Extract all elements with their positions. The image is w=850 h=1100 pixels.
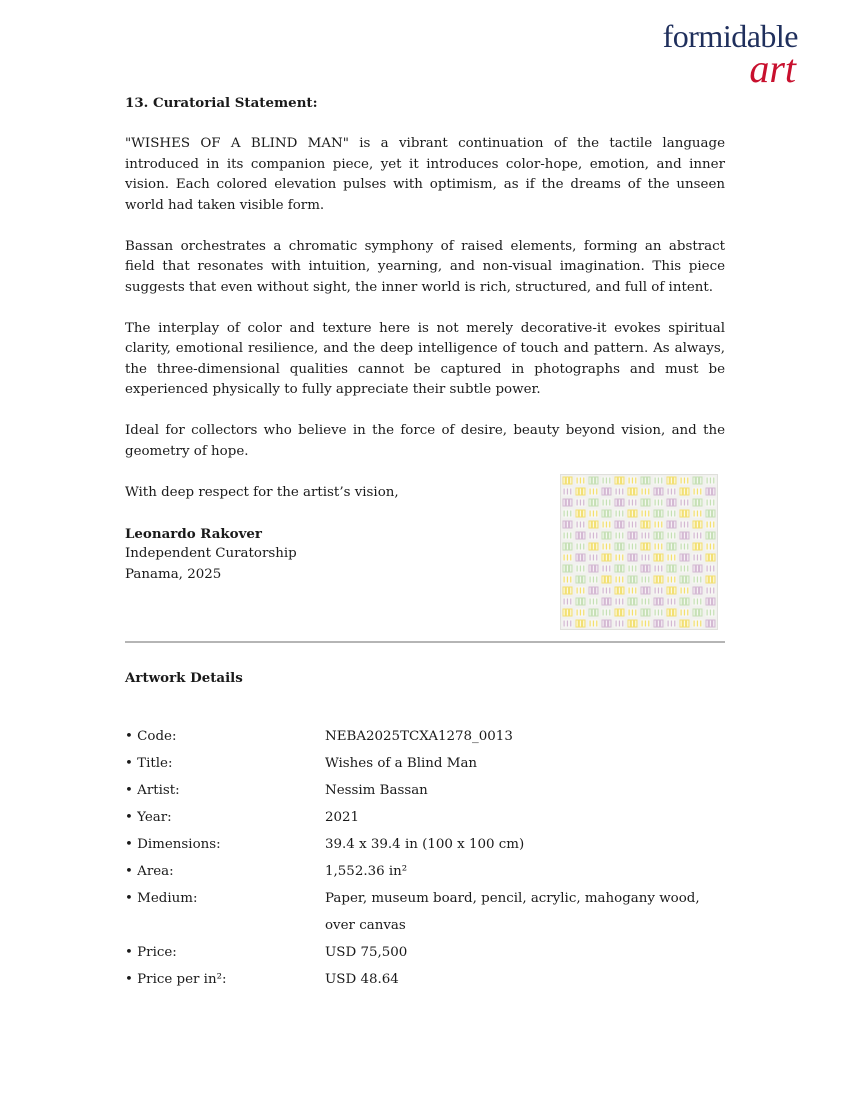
detail-row-artist bbox=[125, 777, 725, 804]
artwork-tile bbox=[589, 510, 599, 518]
artwork-tile bbox=[693, 554, 703, 562]
artwork-tile bbox=[680, 477, 690, 485]
artwork-tile bbox=[667, 609, 677, 617]
artwork-tile bbox=[706, 477, 716, 485]
artwork-tile bbox=[602, 576, 612, 584]
artwork-tile bbox=[576, 510, 586, 518]
artwork-tile bbox=[706, 521, 716, 529]
artwork-tile bbox=[680, 521, 690, 529]
artwork-tile bbox=[563, 620, 573, 628]
detail-value: Paper, museum board, pencil, acrylic, mahogany wood, over canvas bbox=[325, 891, 700, 933]
artwork-tile bbox=[641, 554, 651, 562]
artwork-tile bbox=[667, 587, 677, 595]
artwork-tile bbox=[602, 477, 612, 485]
detail-label: • Dimensions: bbox=[125, 837, 221, 852]
artwork-tile bbox=[563, 565, 573, 573]
artwork-tile bbox=[602, 587, 612, 595]
artwork-tile bbox=[680, 598, 690, 606]
artwork-tile bbox=[667, 499, 677, 507]
detail-row-price-per-sqin bbox=[125, 966, 725, 993]
artwork-tile bbox=[693, 532, 703, 540]
artwork-tile bbox=[706, 554, 716, 562]
artwork-tile bbox=[602, 609, 612, 617]
artwork-tile bbox=[693, 499, 703, 507]
detail-label: • Price: bbox=[125, 945, 177, 960]
detail-value: USD 48.64 bbox=[325, 972, 399, 987]
artwork-tile bbox=[615, 521, 625, 529]
paragraph-3: The interplay of color and texture here is not merely decorative-it evokes spiritual clarity, emotional resilience, and the deep intelligence of touch and pattern. As always, the three-dimensional qualities cannot be captured in photographs and must be experienced physically to fully appreciate their subtle power. bbox=[125, 320, 725, 397]
artwork-tile bbox=[667, 565, 677, 573]
artwork-tile bbox=[615, 510, 625, 518]
artwork-tile bbox=[654, 565, 664, 573]
artwork-tile bbox=[667, 554, 677, 562]
artwork-tile bbox=[667, 620, 677, 628]
artwork-tile bbox=[667, 543, 677, 551]
artwork-tile bbox=[563, 499, 573, 507]
artwork-tile bbox=[641, 565, 651, 573]
artwork-tile bbox=[615, 543, 625, 551]
artwork-details-list bbox=[125, 723, 725, 993]
artwork-tile bbox=[641, 576, 651, 584]
artwork-pattern bbox=[561, 475, 717, 629]
artwork-tile bbox=[589, 620, 599, 628]
artwork-tile bbox=[693, 543, 703, 551]
artwork-tile bbox=[615, 598, 625, 606]
artwork-tile bbox=[602, 554, 612, 562]
artwork-image bbox=[560, 474, 718, 630]
artwork-tile bbox=[693, 598, 703, 606]
artwork-tile bbox=[654, 554, 664, 562]
detail-row-dimensions bbox=[125, 831, 725, 858]
detail-value: Nessim Bassan bbox=[325, 783, 428, 798]
section-divider bbox=[125, 641, 725, 643]
artwork-tile bbox=[602, 521, 612, 529]
artwork-tile bbox=[615, 532, 625, 540]
artwork-tile bbox=[576, 576, 586, 584]
artwork-tile bbox=[693, 510, 703, 518]
artwork-tile bbox=[563, 587, 573, 595]
artwork-tile bbox=[667, 532, 677, 540]
artwork-tile bbox=[628, 587, 638, 595]
artwork-tile bbox=[654, 620, 664, 628]
artwork-tile bbox=[641, 488, 651, 496]
artwork-tile bbox=[680, 499, 690, 507]
artwork-tile bbox=[576, 499, 586, 507]
artwork-tile bbox=[615, 565, 625, 573]
artwork-tile bbox=[693, 521, 703, 529]
artwork-tile bbox=[628, 532, 638, 540]
detail-value: Wishes of a Blind Man bbox=[325, 756, 478, 771]
artwork-tile bbox=[641, 543, 651, 551]
artwork-tile bbox=[576, 477, 586, 485]
artwork-tile bbox=[628, 510, 638, 518]
artwork-tile bbox=[680, 576, 690, 584]
detail-label: • Year: bbox=[125, 810, 172, 825]
detail-value: NEBA2025TCXA1278_0013 bbox=[325, 729, 513, 744]
artwork-tile bbox=[706, 565, 716, 573]
signer-place: Panama, 2025 bbox=[125, 566, 222, 582]
artwork-tile bbox=[641, 587, 651, 595]
artwork-tile bbox=[654, 598, 664, 606]
artwork-tile bbox=[706, 532, 716, 540]
artwork-tile bbox=[628, 477, 638, 485]
artwork-tile bbox=[641, 532, 651, 540]
artwork-tile bbox=[615, 620, 625, 628]
artwork-tile bbox=[654, 521, 664, 529]
artwork-tile bbox=[628, 543, 638, 551]
artwork-tile bbox=[628, 499, 638, 507]
artwork-tile bbox=[563, 521, 573, 529]
signer-name: Leonardo Rakover bbox=[125, 525, 262, 542]
artwork-tile bbox=[693, 477, 703, 485]
detail-value: USD 75,500 bbox=[325, 945, 408, 960]
artwork-tile bbox=[602, 598, 612, 606]
artwork-tile bbox=[654, 488, 664, 496]
artwork-tile bbox=[589, 477, 599, 485]
artwork-tile bbox=[680, 620, 690, 628]
artwork-tile bbox=[615, 587, 625, 595]
artwork-tile bbox=[654, 532, 664, 540]
paragraph-2: Bassan orchestrates a chromatic symphony of raised elements, forming an abstract field that resonates with intuition, yearning, and non-visual imagination. This piece suggests that even without sight, the inner world is rich, structured, and full of intent. bbox=[125, 238, 725, 295]
artwork-tile bbox=[576, 587, 586, 595]
artwork-tile bbox=[602, 499, 612, 507]
artwork-tile bbox=[706, 543, 716, 551]
artwork-tile bbox=[667, 521, 677, 529]
artwork-tile bbox=[680, 587, 690, 595]
paragraph-1: "WISHES OF A BLIND MAN" is a vibrant continuation of the tactile language introduced in its companion piece, yet it introduces color-hope, emotion, and inner vision. Each colored elevation pulses with optimism, as if the dreams of the unseen world had taken visible form. bbox=[125, 136, 725, 213]
detail-label: • Code: bbox=[125, 729, 177, 744]
artwork-tile bbox=[706, 488, 716, 496]
artwork-tile bbox=[693, 620, 703, 628]
detail-label: • Title: bbox=[125, 756, 173, 771]
artwork-tile bbox=[680, 565, 690, 573]
artwork-tile bbox=[563, 598, 573, 606]
signer-role: Independent Curatorship bbox=[125, 546, 297, 561]
artwork-tile bbox=[641, 521, 651, 529]
artwork-tile bbox=[628, 565, 638, 573]
artwork-tile bbox=[680, 488, 690, 496]
artwork-tile bbox=[693, 488, 703, 496]
logo-word: formidable bbox=[662, 18, 798, 54]
detail-row-year bbox=[125, 804, 725, 831]
detail-row-title bbox=[125, 750, 725, 777]
artwork-tile bbox=[615, 576, 625, 584]
artwork-tile bbox=[693, 576, 703, 584]
artwork-tile bbox=[589, 565, 599, 573]
artwork-tile bbox=[602, 565, 612, 573]
artwork-tile bbox=[563, 488, 573, 496]
artwork-tile bbox=[589, 587, 599, 595]
artwork-tile bbox=[602, 532, 612, 540]
artwork-tile bbox=[693, 565, 703, 573]
artwork-tile bbox=[667, 488, 677, 496]
detail-label: • Area: bbox=[125, 864, 174, 879]
artwork-tile bbox=[628, 488, 638, 496]
artwork-tile bbox=[576, 543, 586, 551]
artwork-tile bbox=[654, 477, 664, 485]
artwork-tile bbox=[641, 598, 651, 606]
artwork-tile bbox=[680, 510, 690, 518]
artwork-tile bbox=[563, 576, 573, 584]
artwork-tile bbox=[615, 554, 625, 562]
artwork-tile bbox=[589, 499, 599, 507]
artwork-tile bbox=[641, 499, 651, 507]
artwork-tile bbox=[654, 609, 664, 617]
artwork-tile bbox=[628, 598, 638, 606]
section-heading: 13. Curatorial Statement: bbox=[125, 95, 318, 111]
artwork-tile bbox=[563, 609, 573, 617]
artwork-tile bbox=[706, 499, 716, 507]
artwork-tile bbox=[706, 609, 716, 617]
artwork-tile bbox=[589, 554, 599, 562]
artwork-tile bbox=[693, 587, 703, 595]
artwork-tile bbox=[576, 565, 586, 573]
artwork-tile bbox=[641, 609, 651, 617]
artwork-tile bbox=[589, 543, 599, 551]
artwork-tile bbox=[589, 521, 599, 529]
paragraph-4: Ideal for collectors who believe in the force of desire, beauty beyond vision, and the geometry of hope. bbox=[125, 423, 725, 459]
artwork-tile bbox=[641, 477, 651, 485]
detail-row-area bbox=[125, 858, 725, 885]
artwork-tile bbox=[589, 576, 599, 584]
artwork-tile bbox=[615, 609, 625, 617]
detail-label: • Price per in²: bbox=[125, 972, 227, 987]
artwork-tile bbox=[576, 521, 586, 529]
details-heading: Artwork Details bbox=[125, 670, 243, 686]
artwork-tile bbox=[667, 576, 677, 584]
detail-label: • Artist: bbox=[125, 783, 180, 798]
artwork-tile bbox=[693, 609, 703, 617]
artwork-tile bbox=[576, 488, 586, 496]
artwork-tile bbox=[628, 521, 638, 529]
artwork-tile bbox=[706, 598, 716, 606]
artwork-tile bbox=[628, 620, 638, 628]
artwork-tile bbox=[589, 532, 599, 540]
artwork-tile bbox=[667, 598, 677, 606]
artwork-tile bbox=[641, 620, 651, 628]
artwork-tile bbox=[628, 554, 638, 562]
artwork-tile bbox=[680, 532, 690, 540]
artwork-tile bbox=[667, 510, 677, 518]
detail-value: 39.4 x 39.4 in (100 x 100 cm) bbox=[325, 837, 525, 852]
artwork-tile bbox=[589, 598, 599, 606]
artwork-tile bbox=[576, 609, 586, 617]
artwork-tile bbox=[706, 587, 716, 595]
artwork-tile bbox=[654, 587, 664, 595]
artwork-tile bbox=[615, 499, 625, 507]
detail-value: 1,552.36 in² bbox=[325, 864, 408, 879]
artwork-tile bbox=[680, 543, 690, 551]
closing-line: With deep respect for the artist’s vision, bbox=[125, 484, 399, 500]
detail-row-code bbox=[125, 723, 725, 750]
artwork-tile bbox=[602, 510, 612, 518]
detail-value: 2021 bbox=[325, 810, 360, 825]
artwork-tile bbox=[706, 576, 716, 584]
formidable-art-logo bbox=[662, 18, 798, 91]
artwork-tile bbox=[576, 532, 586, 540]
artwork-tile bbox=[680, 554, 690, 562]
artwork-tile bbox=[654, 576, 664, 584]
artwork-tile bbox=[602, 488, 612, 496]
artwork-tile bbox=[706, 510, 716, 518]
artwork-tile bbox=[563, 543, 573, 551]
artwork-tile bbox=[589, 488, 599, 496]
artwork-tile bbox=[576, 598, 586, 606]
artwork-tile bbox=[576, 620, 586, 628]
artwork-tile bbox=[615, 477, 625, 485]
artwork-tile bbox=[628, 609, 638, 617]
detail-row-medium bbox=[125, 885, 725, 939]
artwork-tile bbox=[641, 510, 651, 518]
artwork-tile bbox=[563, 477, 573, 485]
artwork-tile bbox=[654, 510, 664, 518]
artwork-tile bbox=[563, 532, 573, 540]
artwork-tile bbox=[602, 620, 612, 628]
artwork-tile bbox=[667, 477, 677, 485]
detail-label: • Medium: bbox=[125, 891, 198, 906]
artwork-tile bbox=[563, 510, 573, 518]
artwork-tile bbox=[628, 576, 638, 584]
artwork-tile bbox=[602, 543, 612, 551]
artwork-tile bbox=[680, 609, 690, 617]
artwork-tile bbox=[654, 543, 664, 551]
artwork-tile bbox=[589, 609, 599, 617]
logo-art: art bbox=[749, 46, 796, 91]
artwork-tile bbox=[563, 554, 573, 562]
artwork-tile bbox=[576, 554, 586, 562]
artwork-tile bbox=[706, 620, 716, 628]
artwork-tile bbox=[615, 488, 625, 496]
detail-row-price bbox=[125, 939, 725, 966]
artwork-tile bbox=[654, 499, 664, 507]
